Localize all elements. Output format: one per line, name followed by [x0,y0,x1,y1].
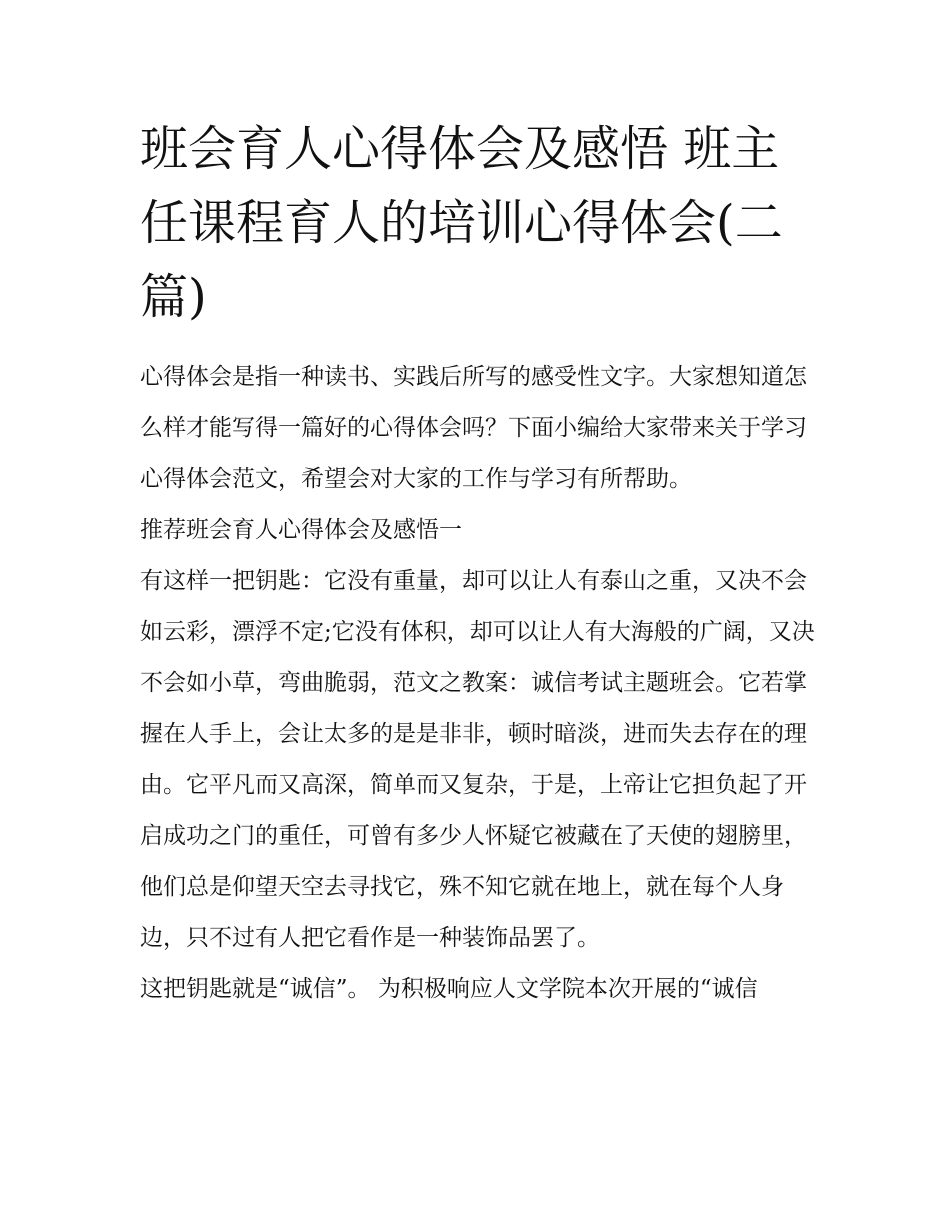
body-paragraph-continued: 这把钥匙就是“诚信”。 为积极响应人文学院本次开展的“诚信 [140,976,758,1002]
intro-paragraph: 心得体会是指一种读书、实践后所写的感受性文字。大家想知道怎么样才能写得一篇好的心得体会吗？下面小编给大家带来关于学习心得体会范文，希望会对大家的工作与学习有所帮助。 [140,364,807,492]
document-title: 班会育人心得体会及感悟 班主任课程育人的培训心得体会(二篇) [140,121,783,325]
body-paragraph: 有这样一把钥匙：它没有重量，却可以让人有泰山之重，又决不会如云彩，漂浮不定;它没有体积，却可以让人有大海般的广阔，又决不会如小草，弯曲脆弱，范文之教案：诚信考试主题班会。它若掌握在人手上，会让太多的是是非非，顿时暗淡，进而失去存在的理由。它平凡而又高深，简单而又复杂，于是，上帝让它担负起了开启成功之门的重任，可曾有多少人怀疑它被藏在了天使的翅膀里，他们总是仰望天空去寻找它，殊不知它就在地上，就在每个人身边，只不过有人把它看作是一种装饰品罢了。 [140,568,815,951]
section-heading: 推荐班会育人心得体会及感悟一 [140,517,462,543]
document-body [140,112,820,1015]
